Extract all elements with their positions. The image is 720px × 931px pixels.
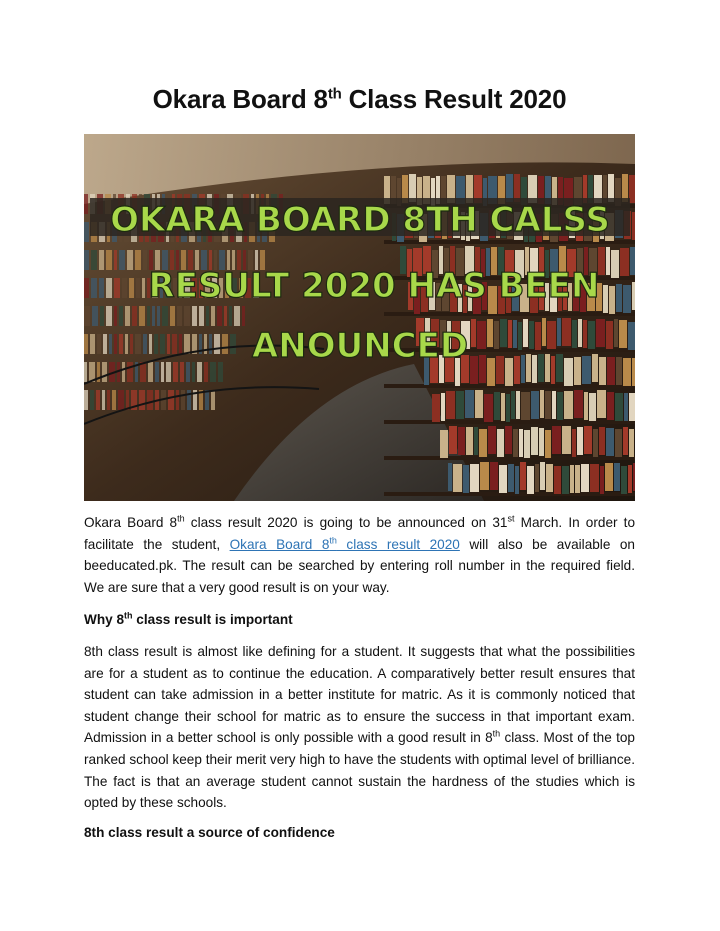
section-heading-importance: Why 8th class result is important xyxy=(84,610,293,627)
intro-paragraph: Okara Board 8th class result 2020 is going to be announced on 31st March. In order to facilitate the student, Okara Board 8th class result 2020 will also be available on beeducated.pk. The result can be searched by entering roll number in the required field. We are sure that a very good result is on your way. xyxy=(84,513,636,595)
banner-line-2: RESULT 2020 HAS BEEN xyxy=(148,266,600,306)
library-banner-image xyxy=(84,134,635,501)
result-link[interactable]: Okara Board 8th class result 2020 xyxy=(229,535,460,552)
section-heading-confidence: 8th class result a source of confidence xyxy=(84,825,335,840)
page-title: Okara Board 8th Class Result 2020 xyxy=(152,84,567,114)
banner-line-3: ANOUNCED xyxy=(251,326,469,366)
importance-paragraph: 8th class result is almost like defining for a student. It suggests that what the possibilities are for a student as to continue the education. A comparatively better result ensures that student can take admission in a better institute for matric. As it is commonly noticed that student change their school for matric as to ensure the success in that important exam. Admission in a better school is only possible with a good result in 8th class. Most of the top ranked school keep their merit very high to have the students with optimal level of brilliance. The fact is that an average student cannot sustain the hardness of the studies which is opted by these schools. xyxy=(84,644,635,811)
banner-line-1: OKARA BOARD 8TH CALSS xyxy=(110,200,610,240)
